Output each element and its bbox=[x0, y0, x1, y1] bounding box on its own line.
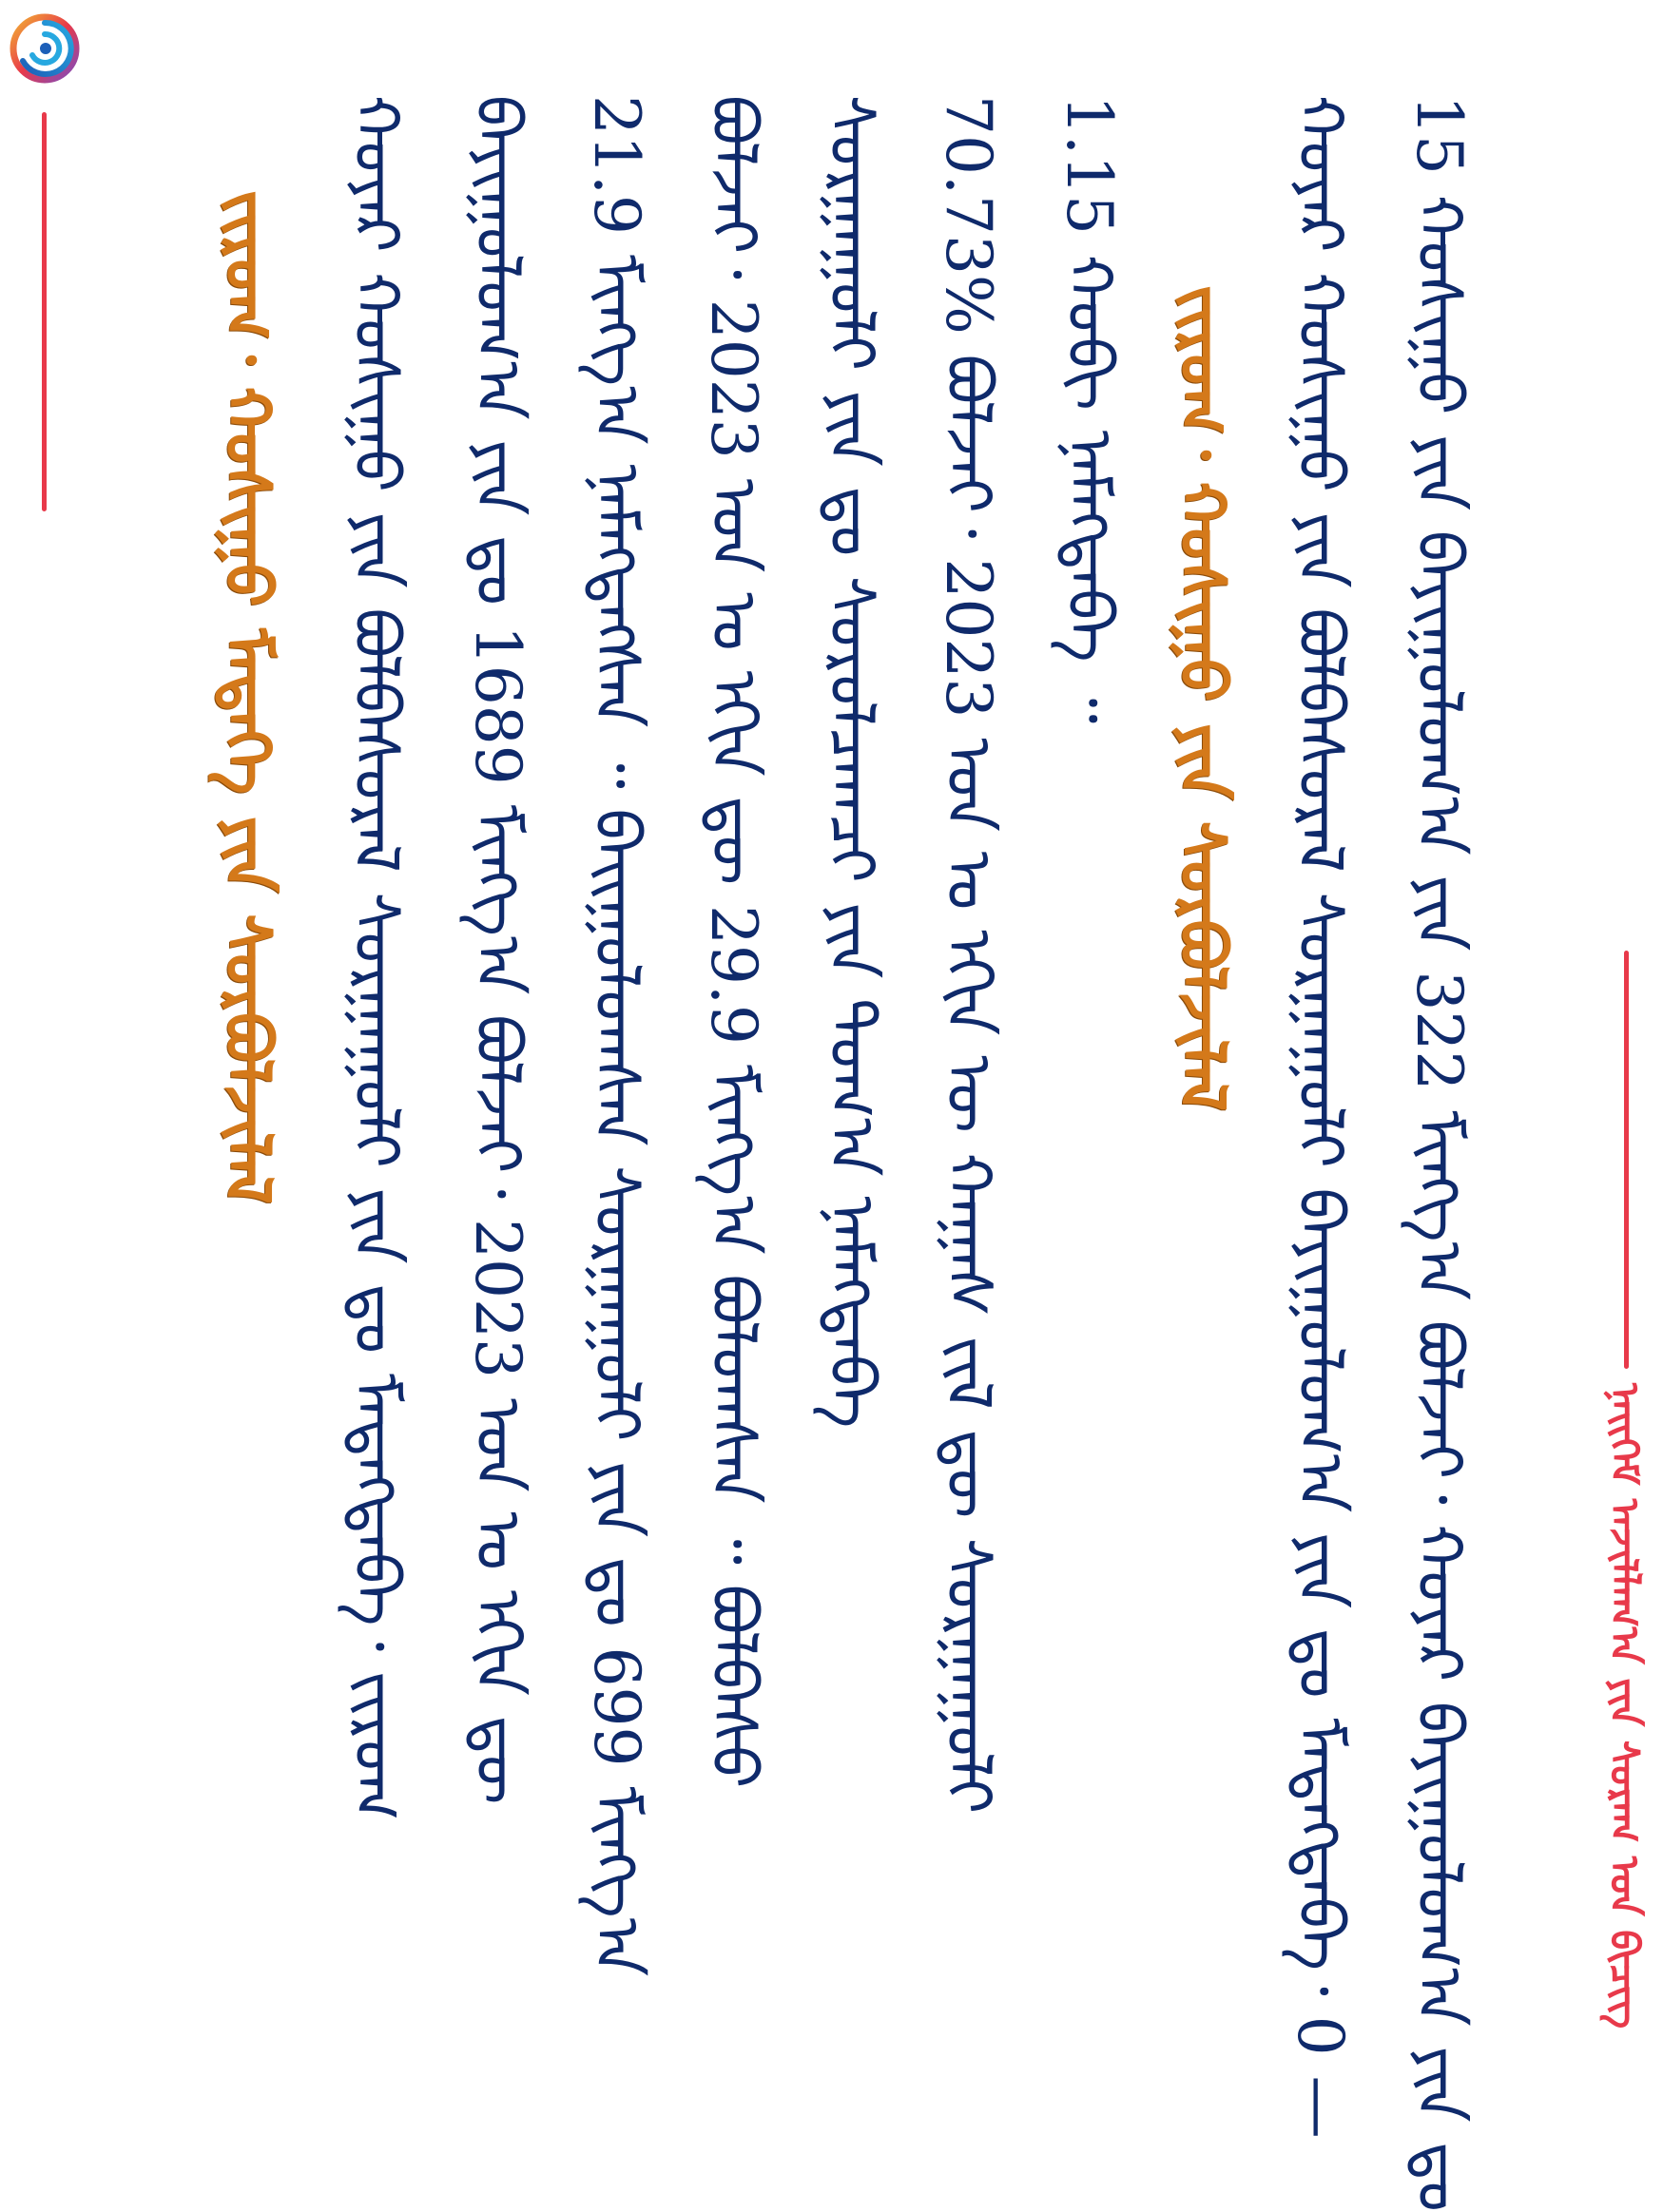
text-column-7: ᠪᠣᠯᠵᠠᠢ᠂ 2023 ᠣᠨ ᠤ ᠡᠬᠢᠨ ᠳᠦ 29.9 ᠮᠢᠩᠭ᠎ᠠ ᠪᠣᠯᠤᠭᠰᠠᠨ ᠃ ᠪᠣᠯᠪᠠᠰᠤ bbox=[697, 95, 770, 1789]
text-column-8: 21.9 ᠮᠢᠩᠭ᠎ᠠ ᠨᠡᠮᠡᠭᠳᠡᠭᠰᠡᠨ ᠃ ᠪᠠᠢᠭᠤᠯᠤᠭᠰᠠᠨ ᠰᠤᠷᠭᠠᠭᠤᠯᠢ ᠶᠢᠨ ᠳᠤ 699 ᠮᠢᠩᠭ᠎ᠠ bbox=[580, 95, 653, 1977]
header-title: ᠨᠡᠢᠭᠡᠮ ᠠᠵᠢᠯᠯᠠᠭ᠎ᠠ ᠶᠢᠨ ᠰᠤᠷᠠᠭ ᠤᠨ ᠪᠢᠴᠢᠭ bbox=[1601, 1383, 1648, 2029]
text-column-10: ᠬᠣᠶᠠᠷ ᠬᠣᠰᠢᠭᠤ ᠶᠢᠨ ᠪᠣᠯᠪᠠᠰᠤᠷᠠᠯ ᠰᠤᠷᠭᠠᠭᠤᠯᠢ ᠶᠢᠨ ᠳᠤ ᠮᠡᠳᠡᠭᠳᠡᠪᠡ᠂ ᠵᠢᠷᠤᠭ bbox=[339, 95, 413, 1821]
spiral-logo-icon bbox=[8, 11, 82, 86]
text-column-2: ᠬᠣᠶᠠᠷ ᠬᠣᠰᠢᠭᠤ ᠶᠢᠨ ᠪᠣᠯᠪᠠᠰᠤᠷᠠᠯ ᠰᠤᠷᠭᠠᠭᠤᠯᠢ ᠪᠠᠶᠢᠭᠤᠯᠤᠭ᠎ᠠ ᠶᠢᠨ ᠳᠤ ᠮᠡᠳᠡᠭᠳᠡᠪᠡ᠂ 0 — bbox=[1284, 95, 1357, 2139]
text-column-9: ᠪᠠᠶᠢᠭᠤᠯᠤᠭ᠎ᠠ ᠶᠢᠨ ᠳᠤ 1689 ᠮᠢᠩᠭ᠎ᠠ ᠪᠣᠯᠵᠠᠢ᠂ 2023 ᠣᠨ ᠤ ᠡᠬᠢᠨ ᠳᠦ bbox=[461, 95, 534, 1805]
text-column-5: 70.73% ᠪᠣᠯᠵᠠᠢ᠂ 2023 ᠣᠨ ᠤ ᠡᠬᠢᠨ ᠦ ᠬᠠᠭᠠᠰ ᠵᠢᠯ ᠳᠦ ᠰᠤᠷᠭᠠᠭᠤᠯᠢ bbox=[932, 95, 1005, 1815]
caption-column: ᠵᠢᠷᠤᠭ᠂ ᠬᠣᠰᠢᠭᠤ ᠶᠢᠨ ᠰᠤᠷᠪᠤᠯᠵᠢᠯᠠᠯ bbox=[1166, 285, 1240, 1112]
source-caption: ᠵᠢᠷᠤᠭ᠂ ᠬᠣᠰᠢᠭᠤ ᠮᠡᠳᠡᠭᠡ ᠶᠢᠨ ᠰᠤᠷᠪᠤᠯᠵᠢᠯᠠᠯ bbox=[211, 190, 285, 1204]
text-column-1: 15 ᠬᠣᠰᠢᠭᠤ ᠶᠢᠨ ᠪᠠᠶᠢᠭᠤᠯᠤᠭ᠎ᠠ ᠶᠢᠨ 322 ᠮᠢᠩᠭ᠎ᠠ ᠪᠣᠯᠵᠠᠢ᠂ ᠬᠣᠶᠠᠷ ᠪᠠᠶᠢᠭᠤᠯᠤᠭ᠎ᠠ ᠶᠢᠨ ᠳᠤ bbox=[1402, 95, 1476, 2212]
text-column-6: ᠰᠤᠷᠭᠠᠭᠤᠯᠢ ᠶᠢᠨ ᠳᠤ ᠰᠤᠷᠤᠯᠴᠠᠭᠴᠢ ᠶᠢᠨ ᠲᠣᠭ᠎ᠠ ᠨᠡᠮᠡᠭᠳᠡᠪᠡ bbox=[815, 95, 888, 1429]
text-column-4: 1.15 ᠬᠤᠪᠢ ᠨᠡᠮᠡᠭᠳᠡᠪᠡ ᠃ bbox=[1053, 95, 1126, 724]
header-divider bbox=[1624, 951, 1629, 1369]
side-divider bbox=[42, 112, 47, 511]
